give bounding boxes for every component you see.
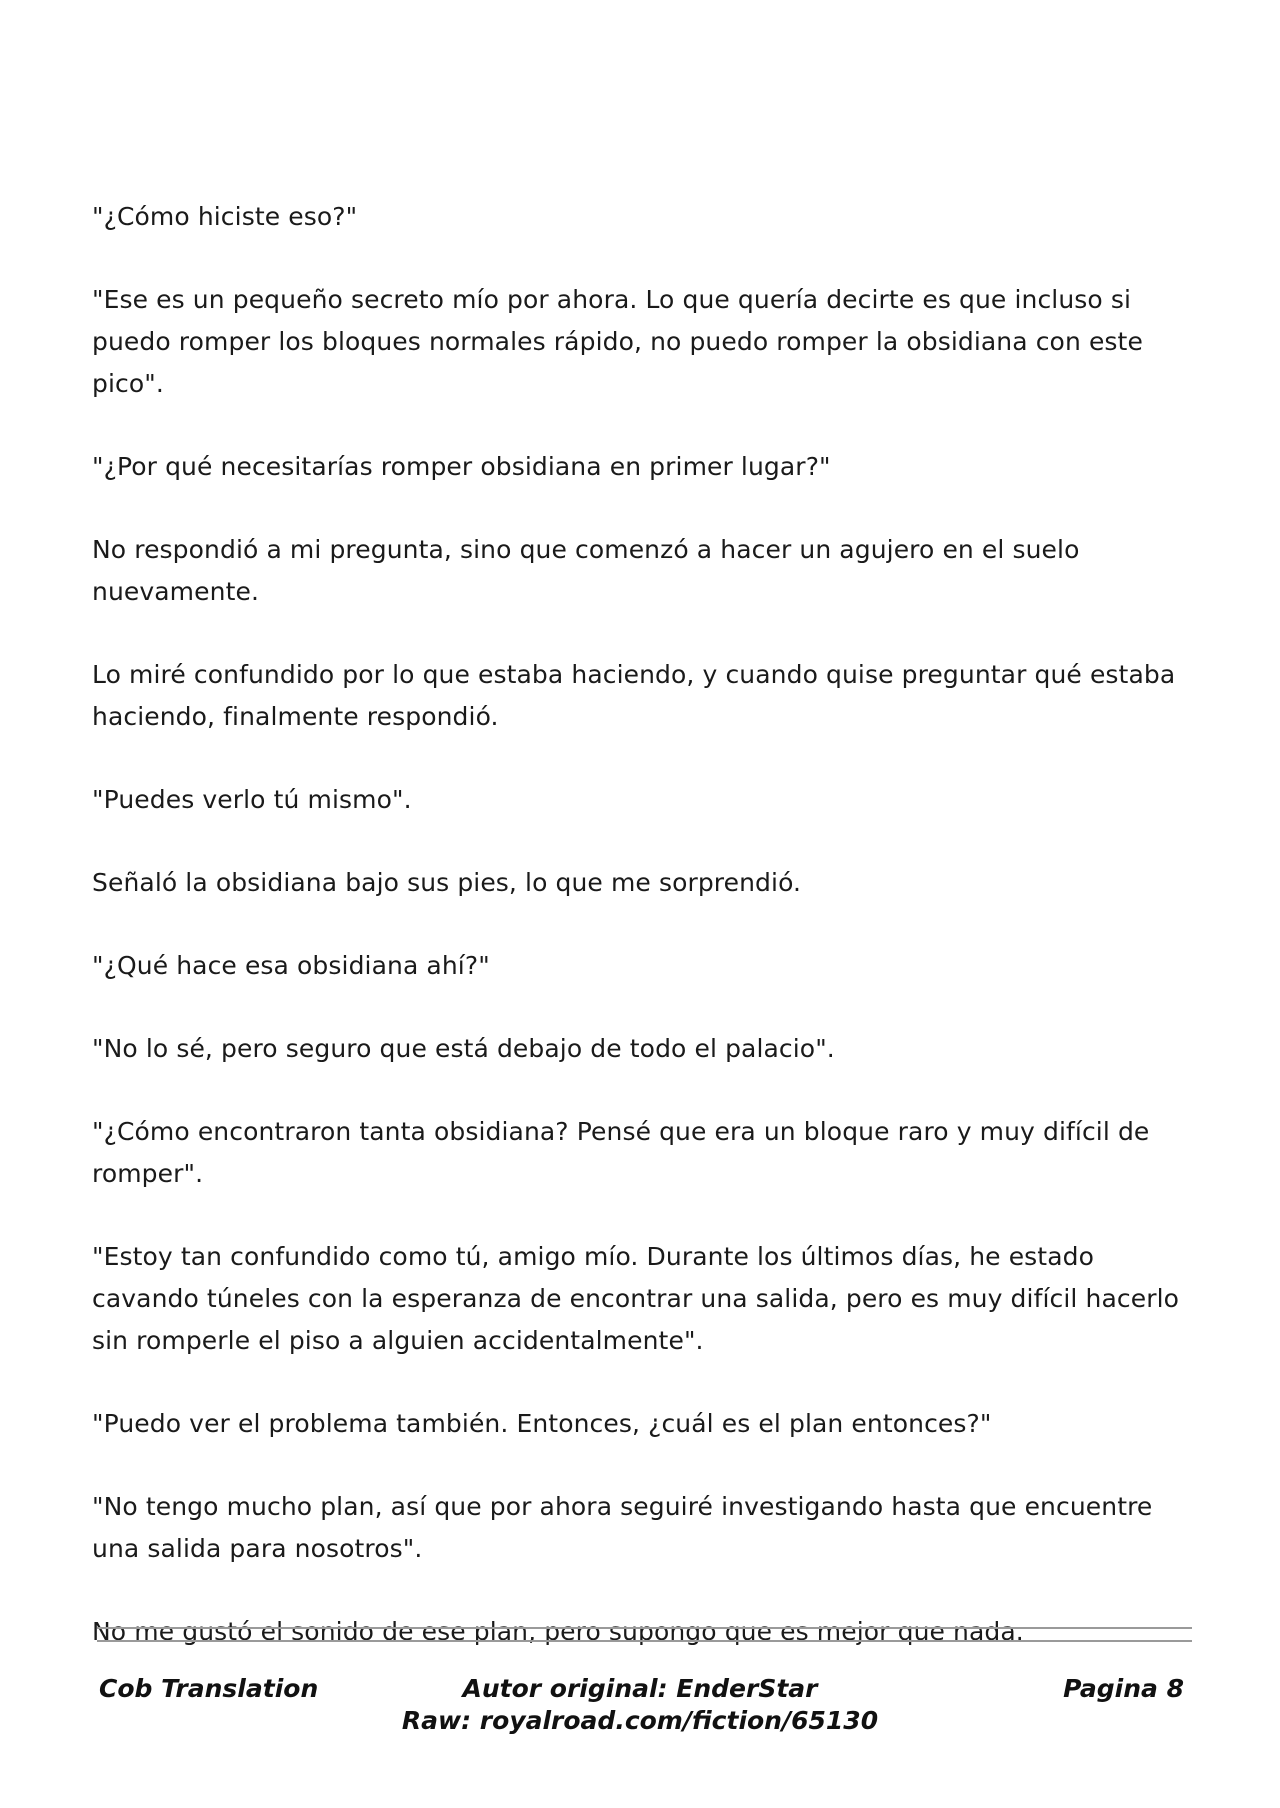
paragraph-11: "Estoy tan confundido como tú, amigo mío. Durante los últimos días, he estado cavando túneles con la esperanza de encontrar una salida, pero es muy difícil hacerlo sin romperle el piso a alguien accidentalmente". [92,1242,1180,1355]
footer-credits [340,1673,940,1737]
paragraph-8: "¿Qué hace esa obsidiana ahí?" [92,951,490,980]
paragraph-7: Señaló la obsidiana bajo sus pies, lo que me sorprendió. [92,868,802,897]
paragraph-1: "¿Cómo hiciste eso?" [92,202,358,231]
footer-raw-source: Raw: royalroad.com/fiction/65130 [401,1706,879,1735]
paragraph-12: "Puedo ver el problema también. Entonces, ¿cuál es el plan entonces?" [92,1409,992,1438]
paragraph-14: No me gustó el sonido de ese plan, pero supongo que es mejor que nada. [92,1617,1024,1646]
footer-divider-top [97,1627,1192,1629]
footer-page-number: Pagina 8 [1063,1674,1184,1703]
footer-divider-bottom [97,1640,1192,1642]
paragraph-10: "¿Cómo encontraron tanta obsidiana? Pensé que era un bloque raro y muy difícil de romper". [92,1117,1150,1188]
paragraph-13: "No tengo mucho plan, así que por ahora seguiré investigando hasta que encuentre una salida para nosotros". [92,1492,1153,1563]
paragraph-2: "Ese es un pequeño secreto mío por ahora. Lo que quería decirte es que incluso si puedo romper los bloques normales rápido, no puedo romper la obsidiana con este pico". [92,285,1143,398]
paragraph-3: "¿Por qué necesitarías romper obsidiana en primer lugar?" [92,452,831,481]
body-text [92,196,1202,1694]
paragraph-6: "Puedes verlo tú mismo". [92,785,412,814]
footer-author: Autor original: EnderStar [462,1674,818,1703]
footer-translator: Cob Translation [99,1674,319,1703]
paragraph-4: No respondió a mi pregunta, sino que comenzó a hacer un agujero en el suelo nuevamente. [92,535,1080,606]
paragraph-5: Lo miré confundido por lo que estaba haciendo, y cuando quise preguntar qué estaba haciendo, finalmente respondió. [92,660,1176,731]
paragraph-9: "No lo sé, pero seguro que está debajo de todo el palacio". [92,1034,835,1063]
